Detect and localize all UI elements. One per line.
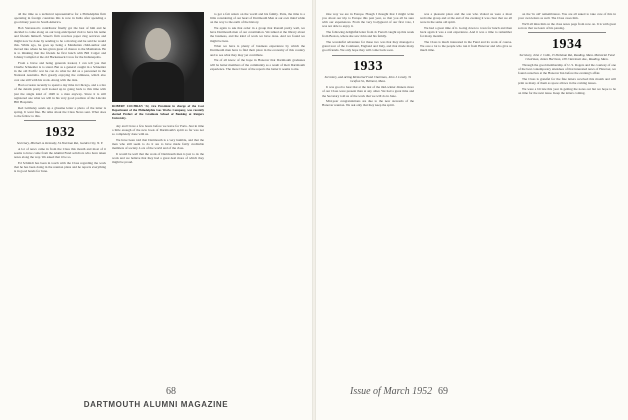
portrait-photo	[112, 12, 204, 102]
paragraph: day and I have a few hours before we leave for Paris. Just in time a little enough of the new book of Dartmouth's spirit so far was not so completely done with us.	[112, 123, 204, 136]
divider	[528, 32, 606, 33]
paragraph: The following delightful letter from Jo Farrell caught up this week from Boston, where she saw John and his family.	[322, 30, 414, 39]
class-secretary-address: Secretary, Michael A. Kennedy, 34 Sherman Rd., Garden City, N. Y.	[17, 140, 103, 145]
portrait-face	[145, 28, 171, 60]
right-page-number: 69	[438, 386, 448, 397]
paragraph: The Class is much interested in the Fund and its work of course. We owe a lot to the people who run it from Hanover and who give so much time.	[420, 40, 512, 53]
paragraph: all the time as a technical representative for a Philadelphia firm operating in foreign countries this is now in India after spending a good many years in South America.	[14, 12, 106, 25]
paragraph: We again to ask that order in a group that Ronald pretty well, we have Dartmouth men of our constitution. We talked at the library about the business, and the kind of work we have done. And we found we might be here.	[210, 26, 305, 43]
paragraph: It was good to hear that at the last of the mid-winter dinners more of our Class were present than at any other. We had a great time and the Secretary told us of the work that we will do in June.	[322, 85, 414, 98]
paragraph: What we have is plenty of business experience by which the Dartmouth men have to find their place in the economy of this country and to see what they may yet contribute.	[210, 44, 305, 57]
paragraph: We have been told that Dartmouth is a very humble, and that the men who still seem to do it are to have made fairly creditable members of society. Lots of the world and of the class.	[112, 137, 204, 150]
issue-label: Issue of March 1952	[350, 386, 433, 397]
column-4	[322, 12, 414, 364]
class-secretary-address: Secretary, John J. Cobb, 15 Parkman Rd., Reading, Mass. Memorial Fund Chairman, James Harrison, 100 Claremont Ave., Reading, Mass.	[519, 52, 615, 61]
paragraph: From a brave and being generals treated, I can tell you that Charlie Schneider is to stand. But as a general caught in a Schneider in the old Pacific war he can do what he did as a personnel in the National Australia. He's greatly enjoying the calmness, which also cost one still with his work. Along with the data.	[14, 60, 106, 82]
paragraph: Had occasion recently to spend a day time in Chicago, and a a tire of the details pretty well looked up in going back to this time with just the single kind of 1948 to a man anyway. Since it is still registered one what we will in his very good position of the Lincoln Hill Hospitals.	[14, 83, 106, 104]
photo-caption: ROBERT COCHRAN '32, vice President in charge of the Cost Department of the Philadelphia Gas Works Company, was recently elected Prefect of the Graduate School of Banking at Rutgers University.	[112, 104, 204, 120]
class-year-heading: 1934	[552, 36, 582, 52]
class-year-heading: 1933	[353, 59, 383, 75]
paragraph: on the 'in old' remembrance. You are all asked to take care of this in your own letters as well. The Class owes him.	[518, 12, 616, 21]
paragraph: It would be well that the work of Dartmouth men is just to do the work and we believe that they had a great deal more of which they might be proud.	[112, 151, 204, 165]
class-secretary-address: Secretary, and Acting Memorial Fund Chairman, John J. Lovely, 31 Grafton St., Belmont, Mass.	[324, 75, 412, 84]
paragraph: was a pleasant place and the son who visited us were a most welcome group and at the end of the evening it was clear that we all were in the same old spirit.	[420, 12, 512, 25]
paragraph: We had a great time of it. Going down to town for lunch and then back again it was a real experience. And it was a time to remember for many months.	[420, 26, 512, 39]
paragraph: Ed Schmidt has been in touch with the Class regarding the work that he has been doing in the reunion plans and he reports everything is in good hands for June.	[14, 160, 106, 174]
paragraph: One way we are in Europe. Hough I thought that I might write you about our trip to Europe this past year, so that you all be sure with our experiences. From the very bodyguard of our first vote, I was not able to enjoy it.	[322, 12, 414, 29]
column-5	[420, 12, 512, 364]
paragraph: Bob Stevenson's contributor finally got the best of him and he decided to come along on our long-anticipated visit to have his name and friends himself. Street's firm receives paper ring services and might now be done by sending to be a moving and he said he would this. While ago, he goes up being a Manhattan child-author and moved into where he has given great of chance to the Manhattan. He is to thinking that the friends he first lunch with Bill Colger and Johnny Campfel at the old Hackenseck Cross for the Indianapolis.	[14, 26, 106, 60]
column-1	[14, 12, 106, 364]
page-gutter	[312, 0, 316, 420]
paragraph: Mid-year congratulations are due to the new stewards of the Hanover reunion. We ask only that they keep the spirit.	[322, 99, 414, 108]
paragraph: The Class is grateful for the fine letters received this month and will print as many of them as space allows in the coming issues.	[518, 76, 616, 86]
paragraph: Red Grimsley sends up a glassine letter a photo of the letter is spring. It went fine. He talks about the Class News sent. What does to the fellow to this.	[14, 105, 106, 118]
paragraph: We were a bit late this year in getting the notes out but we hope to be on time for the next issue. Keep the letters coming.	[518, 86, 616, 95]
magazine-title: DARTMOUTH ALUMNI MAGAZINE	[83, 400, 229, 409]
paragraph: The wonderful adventure for these two was that they managed a grand tour of the Continent, England and Italy, and that made many good friends. We only hope they will come back soon.	[322, 40, 414, 53]
divider	[332, 55, 404, 56]
column-3	[210, 12, 305, 364]
column-6	[518, 12, 616, 364]
paragraph: We of all know of the hope in Hanover that Dartmouth graduates will be better members of the community as a result of their Dartmouth experience. The more I hear of the reports the better it seems to me.	[210, 58, 305, 71]
paragraph: Through the good membership of U. S. Rogers and the courtesy of one of the best contemporary attendees of that interested news of Hanover, we found ourselves at the Hanover Inn before the evening's affair.	[518, 62, 616, 76]
class-year-heading: 1932	[45, 124, 75, 140]
paragraph: A lot of news came in from the Class this month and most of it seems to have come from the Alumni Fund solicitors who have taken notes along the way. We asked that it be so.	[14, 146, 106, 160]
paragraph: We'll all miss him on the class notes page from now on. It is with great sorrow that we learn of his passing.	[518, 21, 616, 31]
column-2	[112, 12, 204, 364]
portrait-body	[132, 62, 184, 102]
left-page-number: 68	[166, 386, 176, 397]
divider	[24, 120, 96, 121]
paragraph: to get a fair return on the world and his family. Paris, the time is a little considering of our heart of Dartmouth Men at our own mind while on the way to the earth of the history.	[210, 12, 305, 25]
